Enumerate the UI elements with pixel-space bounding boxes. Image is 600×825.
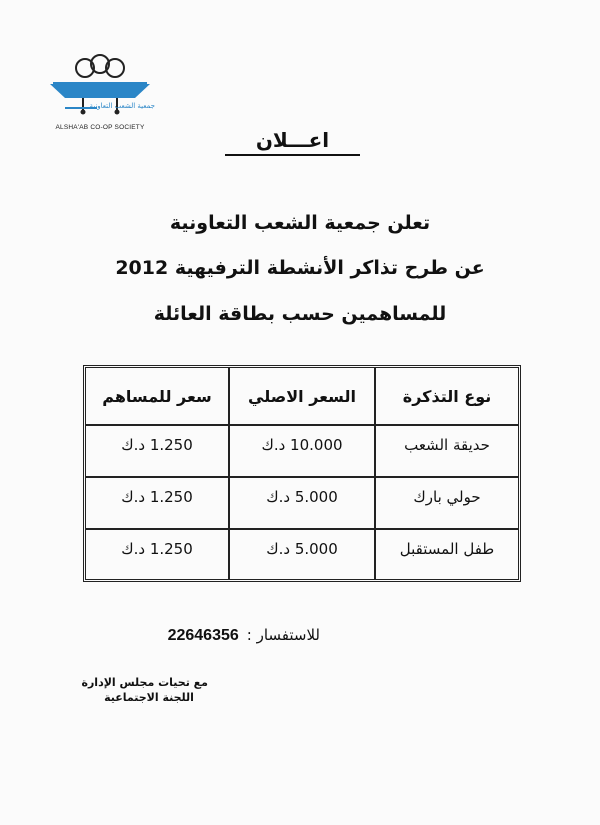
row-2-original-price xyxy=(228,478,374,530)
signature-line-2: اللجنة الاجتماعية xyxy=(104,691,194,704)
logo-english-name: ALSHA'AB CO-OP SOCIETY xyxy=(55,124,145,131)
row-2-member-price xyxy=(86,478,228,530)
row-3-original-price-text: 5.000 د.ك xyxy=(266,540,338,558)
society-logo-icon xyxy=(45,52,155,124)
row-1-ticket-type: حديقة الشعب xyxy=(374,426,518,478)
row-3-member-price xyxy=(86,530,228,579)
row-2-original-price-text: 5.000 د.ك xyxy=(266,488,338,506)
announcement-heading: اعـــلان xyxy=(225,128,360,156)
ticket-price-table xyxy=(83,365,521,582)
society-logo xyxy=(45,52,155,137)
row-1-original-price-text: 10.000 د.ك xyxy=(261,436,343,454)
row-3-original-price xyxy=(228,530,374,579)
headline-line-1: تعلن جمعية الشعب التعاونية xyxy=(169,212,431,234)
signature-line-1: مع تحيات مجلس الإدارة xyxy=(81,676,208,689)
header-ticket-type: نوع التذكرة xyxy=(374,368,518,426)
inquiry-label: للاستفسار : xyxy=(246,626,320,644)
headline-line-3: للمساهمين حسب بطاقة العائلة xyxy=(153,303,447,325)
row-1-member-price xyxy=(86,426,228,478)
row-3-ticket-type: طفل المستقبل xyxy=(374,530,518,579)
row-1-original-price xyxy=(228,426,374,478)
logo-arabic-name: جمعية الشعب التعاونية xyxy=(89,102,155,110)
row-1-member-price-text: 1.250 د.ك xyxy=(121,436,193,454)
row-2-member-price-text: 1.250 د.ك xyxy=(121,488,193,506)
inquiry-line xyxy=(90,626,320,645)
row-2-ticket-type: حولي بارك xyxy=(374,478,518,530)
headline-line-2: عن طرح تذاكر الأنشطة الترفيهية 2012 xyxy=(115,257,485,279)
inquiry-phone: 22646356 xyxy=(167,627,239,644)
header-original-price: السعر الاصلي xyxy=(228,368,374,426)
header-member-price: سعر للمساهم xyxy=(86,368,228,426)
row-3-member-price-text: 1.250 د.ك xyxy=(121,540,193,558)
